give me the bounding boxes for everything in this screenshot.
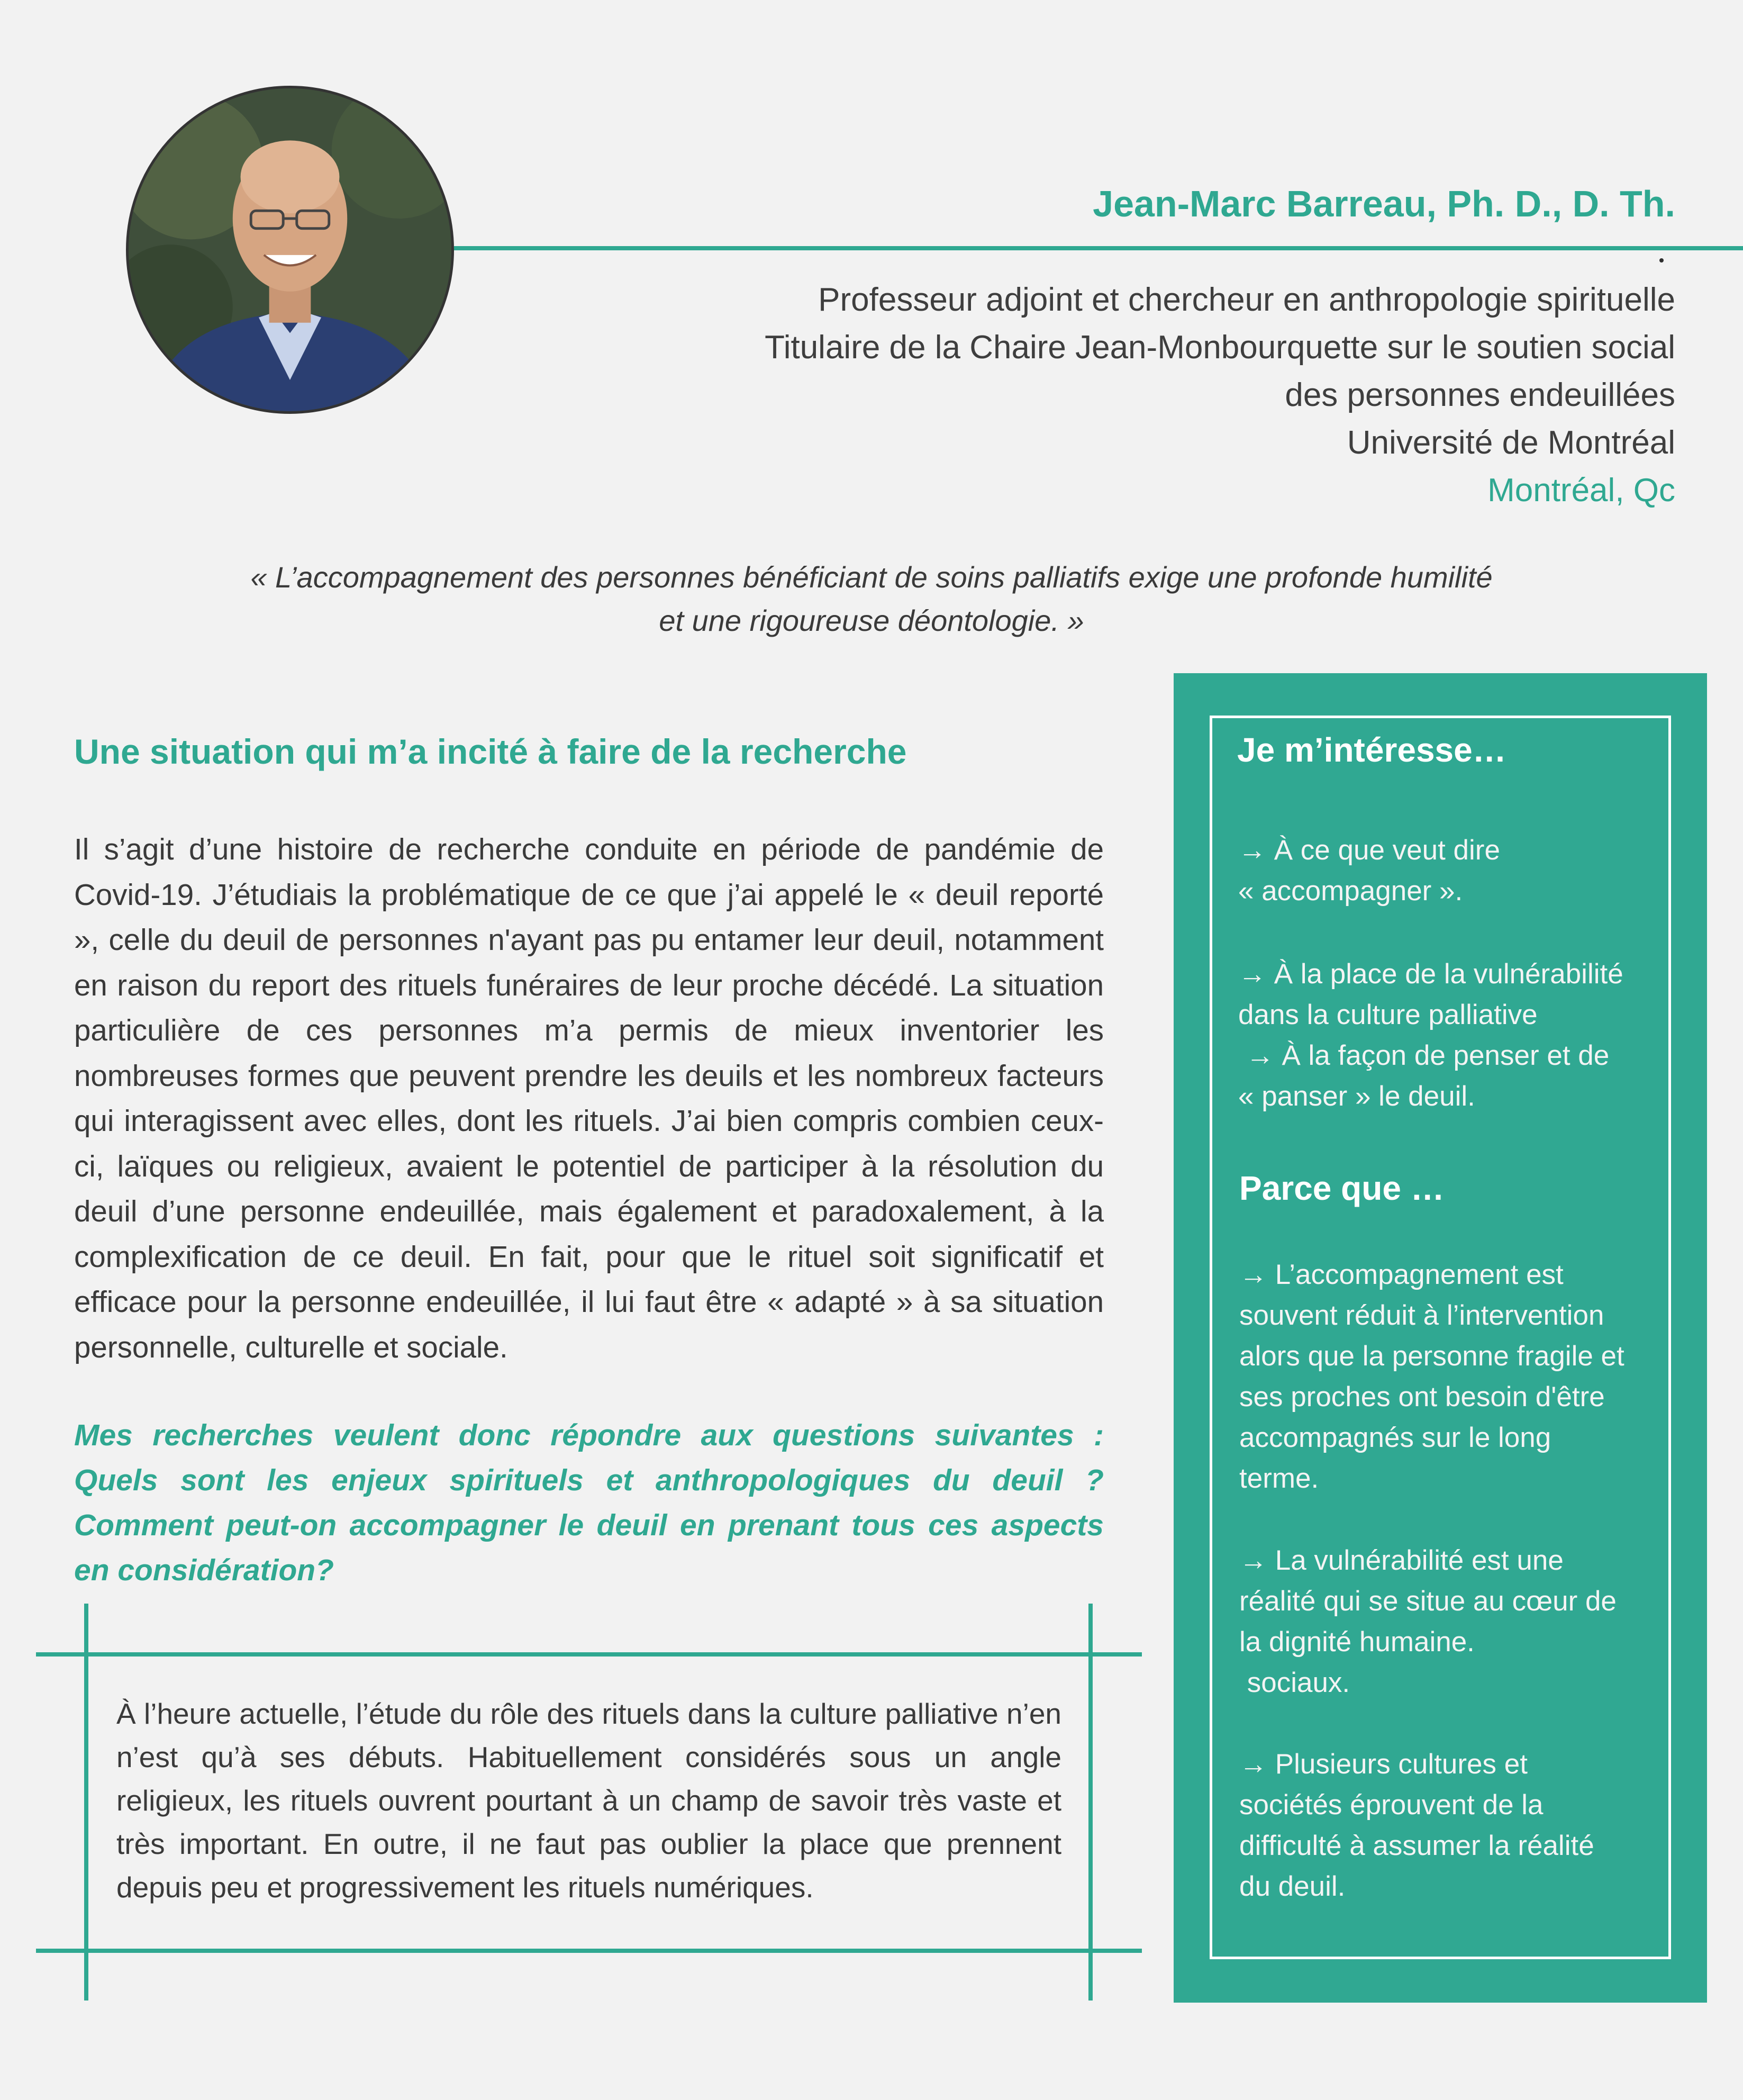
header-dot — [1659, 258, 1664, 262]
frame-left-line — [84, 1604, 88, 2001]
reason-line: sociétés éprouvent de la — [1239, 1789, 1544, 1821]
research-questions: Mes recherches veulent donc répondre aux questions suivantes : Quels sont les enjeux spirituels et anthropologiques du deuil ? Comment peut-on accompagner le deuil en prenant tous ces aspects en considération? — [74, 1418, 1104, 1587]
quote-line: et une rigoureuse déontologie. » — [659, 604, 1084, 637]
reason-line: terme. — [1239, 1463, 1319, 1494]
interest-item — [1238, 954, 1672, 1117]
header-divider — [454, 246, 1743, 250]
reason-line: accompagnés sur le long — [1239, 1422, 1551, 1453]
reason-line: la dignité humaine. — [1239, 1626, 1475, 1658]
reason-line: → L’accompagnement est — [1239, 1259, 1564, 1290]
interest-line: → À la place de la vulnérabilité — [1238, 958, 1623, 990]
pull-quote — [159, 556, 1584, 642]
section-heading: Une situation qui m’a incité à faire de la recherche — [74, 732, 907, 771]
author-titles — [617, 276, 1675, 514]
frame-top-line — [36, 1652, 1142, 1657]
interest-line: « accompagner ». — [1238, 875, 1463, 907]
reasons-heading: Parce que … — [1239, 1169, 1445, 1207]
reason-line: souvent réduit à l’intervention — [1239, 1300, 1604, 1331]
reason-line: → La vulnérabilité est une — [1239, 1545, 1564, 1576]
interest-item — [1238, 830, 1672, 911]
reason-line: ses proches ont besoin d'être — [1239, 1381, 1605, 1413]
title-line: Université de Montréal — [1347, 424, 1675, 461]
title-line: Titulaire de la Chaire Jean-Monbourquette sur le soutien social — [765, 329, 1675, 366]
story-paragraph: Il s’agit d’une histoire de recherche conduite en période de pandémie de Covid-19. J’étudiais la problématique de ce que j’ai appelé le « deuil reporté », celle du deuil de personnes n'ayant pas pu entamer leur deuil, notamment en raison du report des rituels funéraires de leur proche décédé. La situation particulière de ces personnes m’a permis de mieux inventorier les nombreuses formes que peuvent prendre les deuils et les nombreux facteurs qui interagissent avec elles, dont les rituels. J’ai bien compris combien ceux-ci, laïques ou religieux, avaient le potentiel de participer à la résolution du deuil d’une personne endeuillée, mais également et paradoxalement, à la complexification de ce deuil. En fait, pour que le rituel soit significatif et efficace pour la personne endeuillée, il lui faut être « adapté » à sa situation personnelle, culturelle et sociale. — [74, 832, 1104, 1364]
framed-paragraph: À l’heure actuelle, l’étude du rôle des rituels dans la culture palliative n’en n’est qu’à ses débuts. Habituellement considérés sous un angle religieux, les rituels ouvrent pourtant à un champ de savoir très vaste et très important. En outre, il ne faut pas oublier la place que prennent depuis peu et progressivement les rituels numériques. — [116, 1697, 1061, 1904]
reason-line: du deuil. — [1239, 1871, 1346, 1902]
interest-line: → À ce que veut dire — [1238, 835, 1500, 866]
interest-line: dans la culture palliative — [1238, 999, 1538, 1030]
reason-item — [1239, 1540, 1673, 1703]
interests-heading: Je m’intéresse… — [1237, 731, 1506, 769]
reason-line: alors que la personne fragile et — [1239, 1341, 1624, 1372]
portrait-image — [129, 88, 451, 411]
reason-line: → Plusieurs cultures et — [1239, 1749, 1528, 1780]
reason-item — [1239, 1744, 1673, 1907]
interest-line: « panser » le deuil. — [1238, 1081, 1475, 1112]
reason-item — [1239, 1254, 1673, 1499]
author-location: Montréal, Qc — [1487, 472, 1675, 509]
author-name: Jean-Marc Barreau, Ph. D., D. Th. — [1093, 183, 1675, 224]
interest-line: → À la façon de penser et de — [1238, 1040, 1610, 1071]
frame-right-line — [1088, 1604, 1093, 2001]
reason-line: sociaux. — [1239, 1667, 1350, 1698]
reason-line: difficulté à assumer la réalité — [1239, 1830, 1594, 1861]
frame-bottom-line — [36, 1949, 1142, 1953]
title-line: Professeur adjoint et chercheur en anthropologie spirituelle — [818, 282, 1675, 318]
author-photo — [126, 86, 454, 414]
quote-line: « L’accompagnement des personnes bénéficiant de soins palliatifs exige une profonde humilité — [250, 560, 1493, 594]
reason-line: réalité qui se situe au cœur de — [1239, 1586, 1617, 1617]
title-line: des personnes endeuillées — [1285, 377, 1675, 413]
